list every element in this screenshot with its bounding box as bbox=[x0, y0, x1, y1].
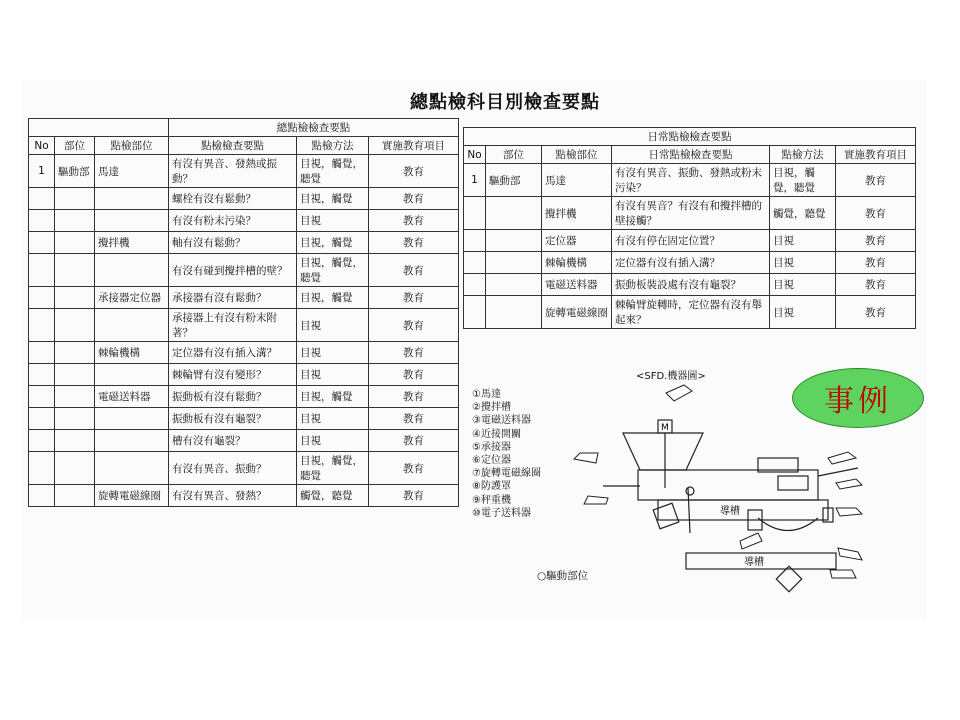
row-point: 軸有沒有鬆動？ bbox=[169, 232, 297, 254]
row-part bbox=[486, 296, 542, 329]
pointing-hand-icon bbox=[584, 496, 608, 504]
page-title: 總點檢科目別檢查要點 bbox=[410, 92, 600, 113]
row-no: 1 bbox=[464, 164, 486, 197]
row-sub: 棘輪機構 bbox=[95, 342, 169, 364]
row-edu: 教育 bbox=[369, 155, 459, 188]
row-method: 目視 bbox=[297, 342, 369, 364]
row-part bbox=[55, 232, 95, 254]
hopper-shape bbox=[623, 433, 703, 470]
row-point: 有沒有異音、振動、發熱或粉末污染？ bbox=[612, 164, 770, 197]
chute-label-lower: 導槽 bbox=[744, 557, 764, 568]
example-badge-text: 事例 bbox=[824, 384, 892, 419]
row-part bbox=[486, 252, 542, 274]
legend-item: ④近接開關 bbox=[472, 428, 521, 440]
header-row bbox=[29, 137, 459, 155]
row-point: 棘輪臂有沒有變形？ bbox=[169, 364, 297, 386]
legend-item: ③電磁送料器 bbox=[472, 415, 531, 427]
row-method: 觸覺，聽覺 bbox=[297, 485, 369, 507]
row-point: 槽有沒有龜裂？ bbox=[169, 430, 297, 452]
row-no bbox=[464, 197, 486, 230]
col-method: 點檢方法 bbox=[770, 146, 836, 164]
row-point: 有沒有粉末污染？ bbox=[169, 210, 297, 232]
row-method: 目視，觸覺，聽覺 bbox=[297, 155, 369, 188]
legend-item: ⑧防護罩 bbox=[472, 481, 511, 493]
row-point: 螺栓有沒有鬆動？ bbox=[169, 188, 297, 210]
pointing-hand-icon bbox=[836, 479, 862, 489]
row-edu: 教育 bbox=[369, 342, 459, 364]
row-sub: 馬達 bbox=[95, 155, 169, 188]
table-row bbox=[29, 364, 459, 386]
row-point: 定位器有沒有插入溝？ bbox=[612, 252, 770, 274]
row-point: 有沒有異音？有沒有和攪拌槽的壁接觸？ bbox=[612, 197, 770, 230]
row-sub: 棘輪機構 bbox=[542, 252, 612, 274]
row-sub bbox=[95, 364, 169, 386]
row-sub bbox=[95, 188, 169, 210]
row-sub: 電磁送料器 bbox=[542, 274, 612, 296]
row-no bbox=[29, 188, 55, 210]
row-sub bbox=[95, 254, 169, 287]
col-no: No bbox=[464, 146, 486, 164]
row-part bbox=[55, 430, 95, 452]
row-edu: 教育 bbox=[836, 197, 916, 230]
row-edu: 教育 bbox=[369, 309, 459, 342]
row-method: 目視，觸覺，聽覺 bbox=[297, 254, 369, 287]
pointing-hand-icon bbox=[574, 453, 598, 463]
row-method: 目視 bbox=[297, 364, 369, 386]
row-point: 振動板有沒有龜裂？ bbox=[169, 408, 297, 430]
legend-item: ⑤承接器 bbox=[472, 441, 511, 453]
row-sub: 攪拌機 bbox=[95, 232, 169, 254]
row-no bbox=[29, 287, 55, 309]
row-sub bbox=[95, 430, 169, 452]
col-method: 點檢方法 bbox=[297, 137, 369, 155]
table-row bbox=[464, 296, 916, 329]
pointing-hand-icon bbox=[828, 452, 856, 464]
row-method: 目視，觸覺 bbox=[297, 287, 369, 309]
row-no bbox=[464, 252, 486, 274]
row-no bbox=[29, 210, 55, 232]
row-point: 有沒有異音、發熱或振動？ bbox=[169, 155, 297, 188]
col-no: No bbox=[29, 137, 55, 155]
row-no bbox=[29, 342, 55, 364]
row-point: 承接器有沒有鬆動？ bbox=[169, 287, 297, 309]
row-edu: 教育 bbox=[369, 210, 459, 232]
pointing-hand-icon bbox=[836, 508, 862, 516]
group-header: 日常點檢檢查要點 bbox=[464, 128, 916, 146]
row-edu: 教育 bbox=[369, 430, 459, 452]
row-part bbox=[55, 452, 95, 485]
row-sub bbox=[95, 452, 169, 485]
row-sub bbox=[95, 408, 169, 430]
legend-item: ⑥定位器 bbox=[472, 455, 511, 467]
chute-upper bbox=[658, 500, 828, 520]
row-edu: 教育 bbox=[836, 252, 916, 274]
row-point: 棘輪臂旋轉時，定位器有沒有舉起來？ bbox=[612, 296, 770, 329]
row-edu: 教育 bbox=[369, 287, 459, 309]
row-no bbox=[29, 254, 55, 287]
row-edu: 教育 bbox=[836, 230, 916, 252]
row-edu: 教育 bbox=[369, 386, 459, 408]
legend-item: ②攪拌槽 bbox=[472, 402, 511, 414]
col-edu: 實施教育項目 bbox=[836, 146, 916, 164]
row-method: 觸覺，聽覺 bbox=[770, 197, 836, 230]
row-sub: 馬達 bbox=[542, 164, 612, 197]
row-part bbox=[486, 197, 542, 230]
table-row bbox=[464, 230, 916, 252]
legend-item: ⑨秤重機 bbox=[472, 494, 511, 506]
row-method: 目視 bbox=[770, 230, 836, 252]
col-part: 部位 bbox=[55, 137, 95, 155]
legend-item: ⑦旋轉電磁線圈 bbox=[472, 468, 541, 480]
group-header: 總點檢檢查要點 bbox=[169, 119, 459, 137]
table-row bbox=[29, 386, 459, 408]
row-part bbox=[55, 188, 95, 210]
row-point: 振動板有沒有鬆動？ bbox=[169, 386, 297, 408]
col-point: 點檢檢查要點 bbox=[169, 137, 297, 155]
drive-part-label: ○驅動部位 bbox=[537, 570, 589, 582]
row-sub bbox=[95, 210, 169, 232]
row-point: 有沒有異音、振動？ bbox=[169, 452, 297, 485]
row-edu: 教育 bbox=[836, 274, 916, 296]
pointing-hand-icon bbox=[666, 385, 692, 401]
row-no bbox=[29, 485, 55, 507]
row-edu: 教育 bbox=[369, 452, 459, 485]
col-sub: 點檢部位 bbox=[95, 137, 169, 155]
row-part bbox=[486, 274, 542, 296]
row-method: 目視 bbox=[770, 274, 836, 296]
row-edu: 教育 bbox=[836, 164, 916, 197]
row-method: 目視，觸覺 bbox=[297, 386, 369, 408]
overall-inspection-table bbox=[28, 118, 459, 507]
row-method: 目視，觸覺，聽覺 bbox=[770, 164, 836, 197]
row-no bbox=[29, 309, 55, 342]
row-method: 目視 bbox=[297, 430, 369, 452]
row-part bbox=[55, 408, 95, 430]
legend-item: ①馬達 bbox=[472, 389, 501, 400]
table-row bbox=[29, 188, 459, 210]
row-edu: 教育 bbox=[836, 296, 916, 329]
col-edu: 實施教育項目 bbox=[369, 137, 459, 155]
row-sub bbox=[95, 309, 169, 342]
row-edu: 教育 bbox=[369, 254, 459, 287]
row-no bbox=[29, 386, 55, 408]
row-method: 目視 bbox=[770, 296, 836, 329]
row-sub: 定位器 bbox=[542, 230, 612, 252]
table-row bbox=[464, 274, 916, 296]
row-part bbox=[55, 210, 95, 232]
row-part bbox=[55, 485, 95, 507]
row-sub: 電磁送料器 bbox=[95, 386, 169, 408]
row-point: 有沒有異音、發熱？ bbox=[169, 485, 297, 507]
row-method: 目視，觸覺，聽覺 bbox=[297, 452, 369, 485]
table-row bbox=[29, 430, 459, 452]
row-point: 承接器上有沒有粉末附著？ bbox=[169, 309, 297, 342]
pointing-hand-icon bbox=[830, 570, 856, 578]
row-sub: 旋轉電磁線圈 bbox=[95, 485, 169, 507]
row-no bbox=[464, 296, 486, 329]
row-method: 目視 bbox=[297, 309, 369, 342]
row-edu: 教育 bbox=[369, 232, 459, 254]
row-no: 1 bbox=[29, 155, 55, 188]
col-sub: 點檢部位 bbox=[542, 146, 612, 164]
row-point: 有沒有碰到攪拌槽的壁？ bbox=[169, 254, 297, 287]
row-part bbox=[55, 254, 95, 287]
row-method: 目視 bbox=[297, 408, 369, 430]
chute-label-upper: 導槽 bbox=[720, 506, 740, 517]
row-edu: 教育 bbox=[369, 408, 459, 430]
table-row bbox=[29, 210, 459, 232]
table-row bbox=[29, 155, 459, 188]
row-method: 目視，觸覺 bbox=[297, 188, 369, 210]
row-no bbox=[464, 230, 486, 252]
example-badge bbox=[792, 368, 924, 428]
row-method: 目視，觸覺 bbox=[297, 232, 369, 254]
col-part: 部位 bbox=[486, 146, 542, 164]
table-row bbox=[29, 254, 459, 287]
table-row bbox=[464, 164, 916, 197]
row-sub: 旋轉電磁線圈 bbox=[542, 296, 612, 329]
row-no bbox=[29, 364, 55, 386]
row-part bbox=[55, 342, 95, 364]
table-row bbox=[29, 452, 459, 485]
legend-item: ⑩電子送料器 bbox=[472, 507, 531, 519]
row-part bbox=[55, 287, 95, 309]
row-method: 目視 bbox=[770, 252, 836, 274]
table-row bbox=[29, 232, 459, 254]
row-point: 振動板裝設處有沒有龜裂？ bbox=[612, 274, 770, 296]
row-no bbox=[29, 452, 55, 485]
row-point: 定位器有沒有插入溝？ bbox=[169, 342, 297, 364]
pointing-hand-icon bbox=[740, 533, 762, 549]
row-no bbox=[29, 232, 55, 254]
row-method: 目視 bbox=[297, 210, 369, 232]
motor-label: M bbox=[661, 423, 669, 433]
table-row bbox=[29, 485, 459, 507]
row-sub: 攪拌機 bbox=[542, 197, 612, 230]
row-part bbox=[55, 386, 95, 408]
row-sub: 承接器定位器 bbox=[95, 287, 169, 309]
diagram-caption: <SFD.機器圖> bbox=[636, 371, 706, 382]
pointing-hand-icon bbox=[838, 548, 862, 560]
table-row bbox=[29, 309, 459, 342]
daily-inspection-table bbox=[463, 127, 916, 329]
row-point: 有沒有停在固定位置？ bbox=[612, 230, 770, 252]
row-part: 驅動部 bbox=[486, 164, 542, 197]
table-row bbox=[464, 252, 916, 274]
row-no bbox=[464, 274, 486, 296]
row-edu: 教育 bbox=[369, 485, 459, 507]
table-row bbox=[29, 287, 459, 309]
row-edu: 教育 bbox=[369, 188, 459, 210]
row-edu: 教育 bbox=[369, 364, 459, 386]
row-part bbox=[55, 309, 95, 342]
blank-corner bbox=[29, 119, 169, 137]
table-row bbox=[29, 408, 459, 430]
row-no bbox=[29, 408, 55, 430]
row-part bbox=[55, 364, 95, 386]
row-part bbox=[486, 230, 542, 252]
table-row bbox=[464, 197, 916, 230]
table-row bbox=[29, 342, 459, 364]
col-point: 日常點檢檢查要點 bbox=[612, 146, 770, 164]
row-no bbox=[29, 430, 55, 452]
row-part: 驅動部 bbox=[55, 155, 95, 188]
header-row bbox=[464, 146, 916, 164]
